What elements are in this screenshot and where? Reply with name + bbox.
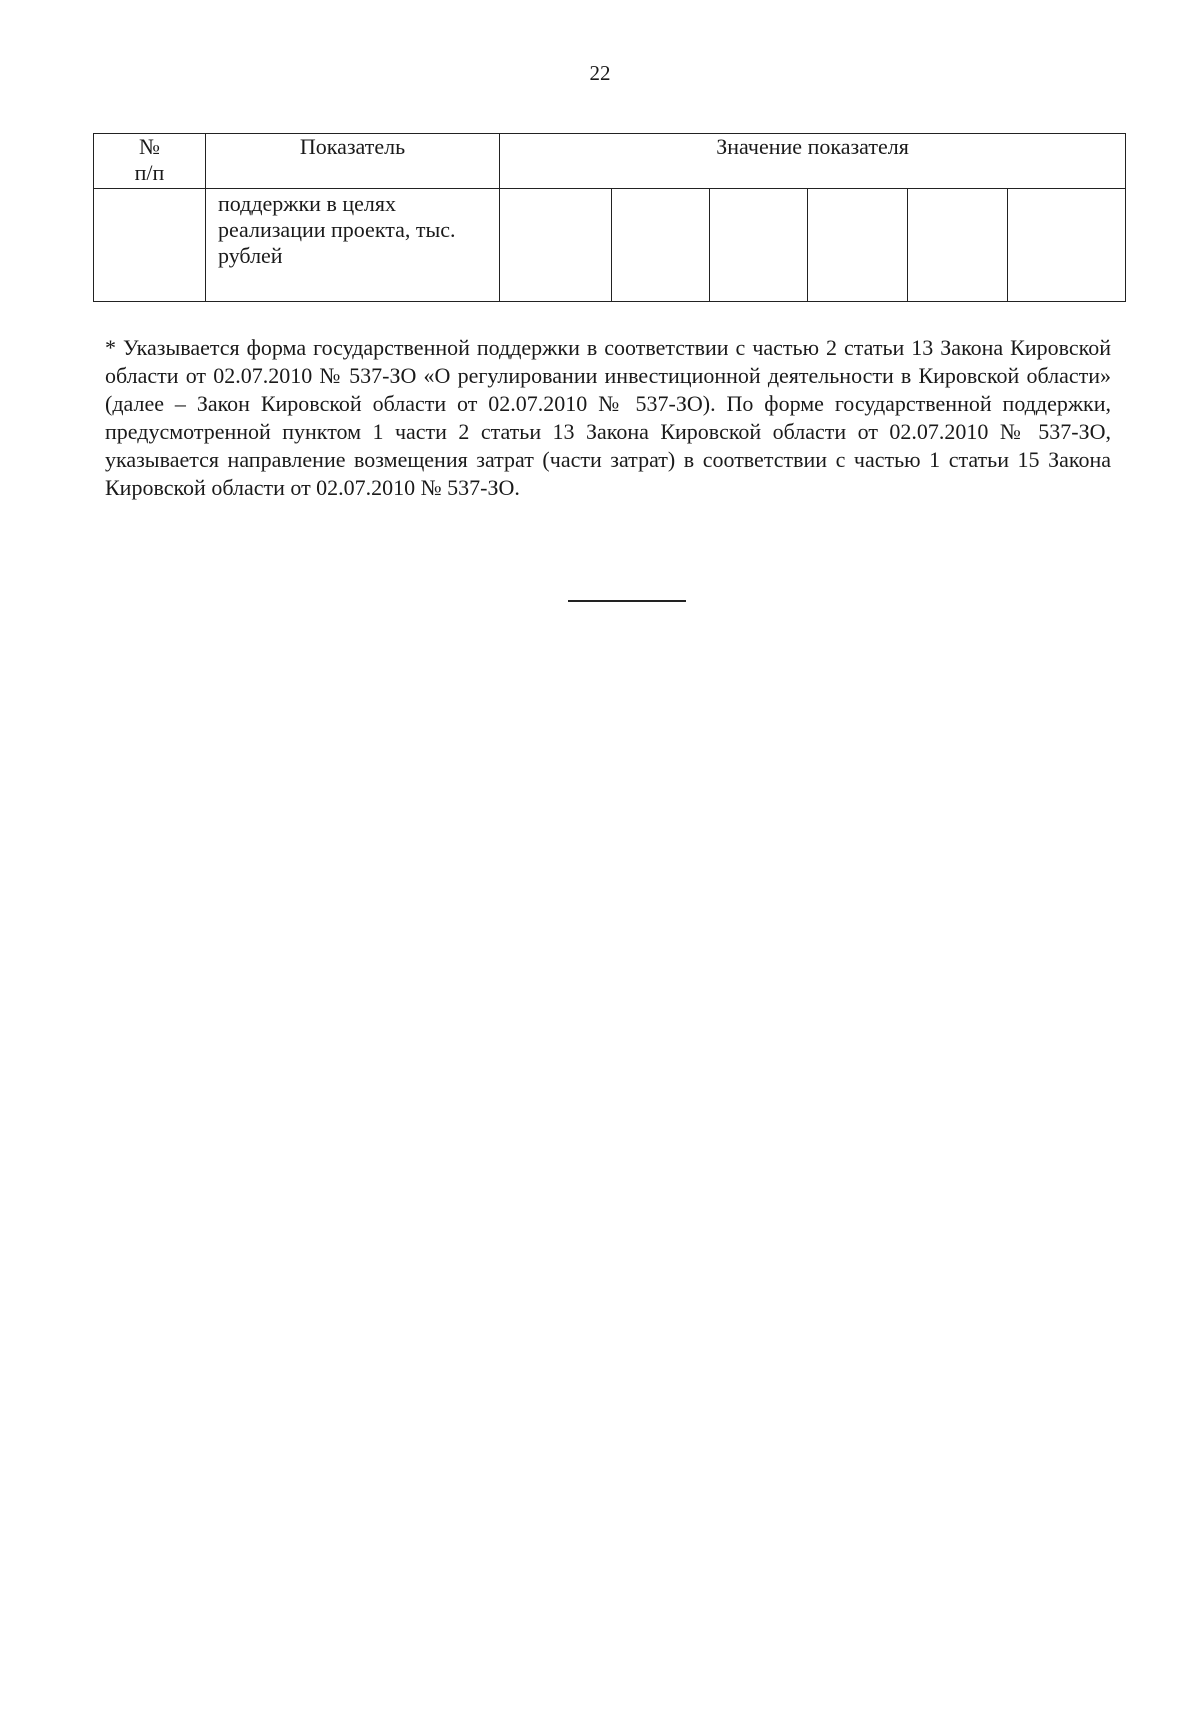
row-value-cell	[808, 189, 908, 302]
header-number-cell	[94, 134, 206, 189]
row-indicator-line: поддержки в целях	[218, 191, 396, 216]
row-indicator-line: рублей	[218, 243, 283, 268]
table-row	[94, 189, 1126, 302]
page-number: 22	[589, 61, 611, 85]
row-indicator-cell	[206, 189, 500, 302]
row-value-cell	[500, 189, 612, 302]
header-number-line2: п/п	[134, 160, 165, 185]
row-value-cell	[710, 189, 808, 302]
indicator-table	[93, 133, 1126, 302]
row-indicator-line: реализации проекта, тыс.	[218, 217, 456, 242]
header-indicator-label: Показатель	[299, 134, 406, 159]
header-value-cell	[500, 134, 1126, 189]
row-value-cell	[908, 189, 1008, 302]
row-value-cell	[612, 189, 710, 302]
row-number-cell	[94, 189, 206, 302]
footnote-text: * Указывается форма государственной поддержки в соответствии с частью 2 статьи 13 Закона Кировской области от 02.07.2010 № 537-ЗО «О регулировании инвестиционной деятельности в Кировской области» (далее – Закон Кировской области от 02.07.2010 № 537-ЗО). По форме государственной поддержки, предусмотренной пунктом 1 части 2 статьи 13 Закона Кировской области от 02.07.2010 № 537-ЗО, указывается направление возмещения затрат (части затрат) в соответствии с частью 1 статьи 15 Закона Кировской области от 02.07.2010 № 537-ЗО.	[105, 335, 1111, 500]
row-value-cell	[1008, 189, 1126, 302]
header-indicator-cell	[206, 134, 500, 189]
header-number-line1: №	[139, 134, 160, 159]
header-value-label: Значение показателя	[716, 134, 909, 159]
table-header-row	[94, 134, 1126, 189]
end-rule	[568, 600, 686, 602]
